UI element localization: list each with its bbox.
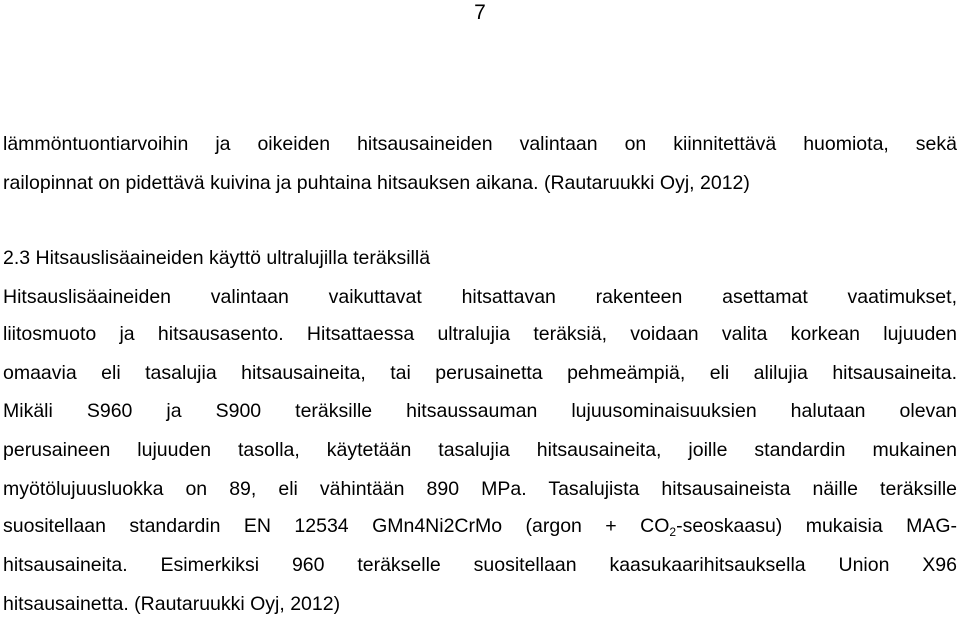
text-line: Mikäli S960 ja S900 teräksille hitsaussauman lujuusominaisuuksien halutaan olevan [3, 400, 957, 422]
text-line: hitsausainetta. (Rautaruukki Oyj, 2012) [3, 593, 341, 615]
text-line: lämmöntuontiarvoihin ja oikeiden hitsausaineiden valintaan on kiinnitettävä huomiota, sekä [3, 133, 957, 155]
text-line: myötölujuusluokka on 89, eli vähintään 890 MPa. Tasalujista hitsausaineista näille teräksille [3, 478, 957, 500]
text-line: liitosmuoto ja hitsausasento. Hitsattaessa ultralujia teräksiä, voidaan valita korkean lujuuden [3, 323, 957, 345]
text-segment: suositellaan standardin EN 12534 GMn4Ni2CrMo (argon + CO [3, 515, 670, 537]
subscript: 2 [669, 525, 677, 539]
text-line: perusaineen lujuuden tasolla, käytetään tasalujia hitsausaineita, joille standardin mukainen [3, 439, 957, 461]
text-line: Hitsauslisäaineiden valintaan vaikuttavat hitsattavan rakenteen asettamat vaatimukset, [3, 286, 957, 308]
text-line: omaavia eli tasalujia hitsausaineita, tai perusainetta pehmeämpiä, eli alilujia hitsausaineita. [3, 362, 957, 384]
page-number: 7 [474, 1, 486, 24]
text-segment: -seoskaasu) mukaisia MAG- [676, 515, 957, 537]
text-line [3, 514, 957, 538]
text-line: hitsausaineita. Esimerkiksi 960 teräkselle suositellaan kaasukaarihitsauksella Union X96 [3, 554, 957, 576]
section-heading: 2.3 Hitsauslisäaineiden käyttö ultralujilla teräksillä [3, 247, 431, 269]
text-line: railopinnat on pidettävä kuivina ja puhtaina hitsauksen aikana. (Rautaruukki Oyj, 2012) [3, 172, 750, 194]
